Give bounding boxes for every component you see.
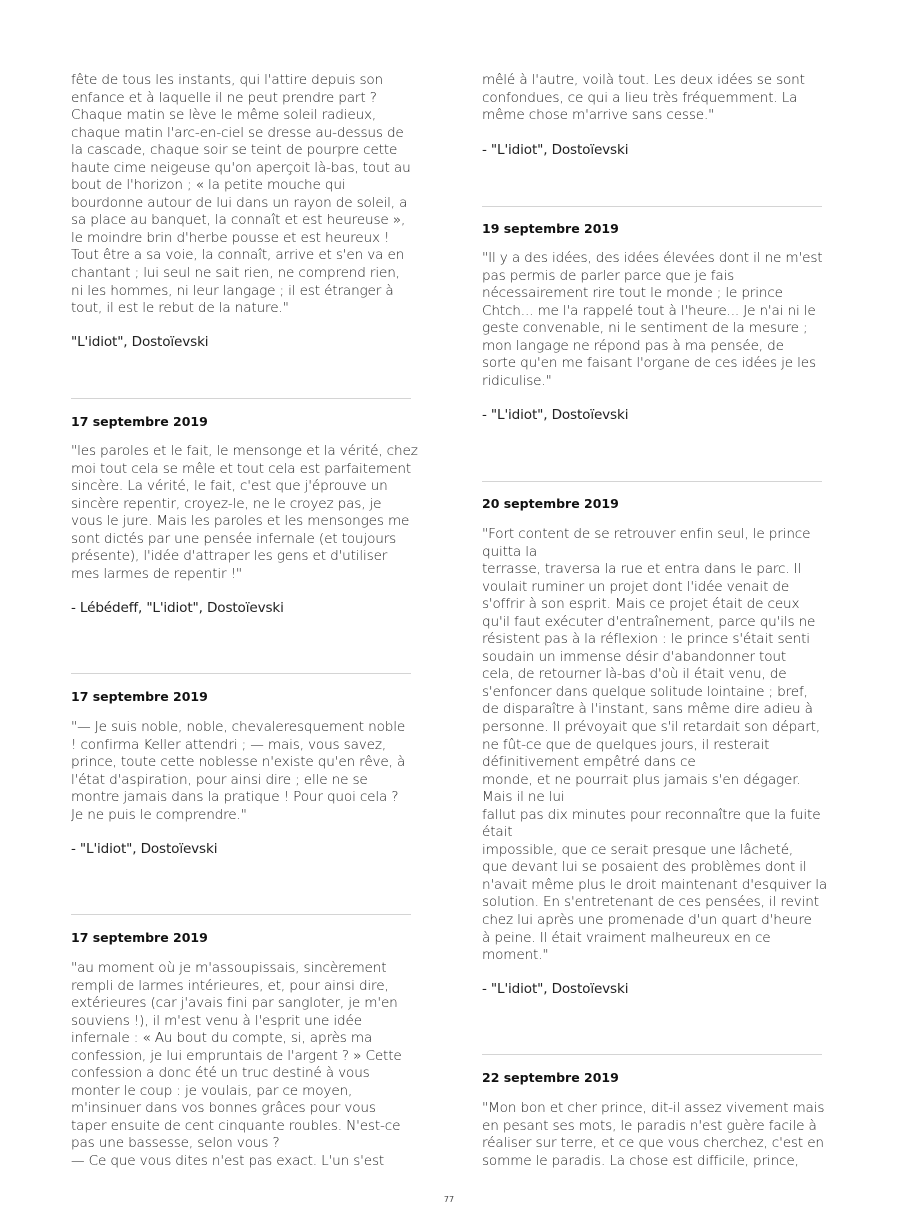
entry-divider <box>71 398 411 399</box>
quote-attribution: - Lébédeff, "L'idiot", Dostoïevski <box>71 600 284 616</box>
entry-date: 22 septembre 2019 <box>482 1070 619 1085</box>
entry-date: 20 septembre 2019 <box>482 496 619 511</box>
entry-date: 17 septembre 2019 <box>71 689 208 704</box>
entry-quote: "Mon bon et cher prince, dit-il assez vivement mais en pesant ses mots, le paradis n'est guère facile à réaliser sur terre, et ce que vous cherchez, c'est en somme le paradis. La chose est difficile, prince, <box>482 1100 825 1169</box>
quote-attribution: - "L'idiot", Dostoïevski <box>482 981 629 997</box>
entry-divider <box>482 481 822 482</box>
entry-quote: "les paroles et le fait, le mensonge et la vérité, chez moi tout cela se mêle et tout cela est parfaitement sincère. La vérité, le fait, c'est que j'éprouve un sincère repentir, croyez-le, ne le croyez pas, je vous le jure. Mais les paroles et les mensonges me sont dictés par une pensée infernale (et toujours présente), l'idée d'attraper les gens et d'utiliser mes larmes de repentir !" <box>71 443 418 582</box>
quote-attribution: - "L'idiot", Dostoïevski <box>482 407 629 423</box>
quote-attribution: - "L'idiot", Dostoïevski <box>71 841 218 857</box>
entry-quote: "— Je suis noble, noble, chevaleresquement noble ! confirma Keller attendri ; — mais, vous savez, prince, toute cette noblesse n'existe qu'en rêve, à l'état d'aspiration, pour ainsi dire ; elle ne se montre jamais dans la pratique ! Pour quoi cela ? Je ne puis le comprendre." <box>71 719 406 823</box>
continuation-quote: fête de tous les instants, qui l'attire depuis son enfance et à laquelle il ne peut prendre part ? Chaque matin se lève le même soleil radieux, chaque matin l'arc-en-ciel se dresse au-dessus de la cascade, chaque soir se teint de pourpre cette haute cime neigeuse qu'on aperçoit là-bas, tout au bout de l'horizon ; « la petite mouche qui bourdonne autour de lui dans un rayon de soleil, a sa place au banquet, la connaît et est heureuse », le moindre brin d'herbe pousse et est heureux ! Tout être a sa voie, la connaît, arrive et s'en va en chantant ; lui seul ne sait rien, ne comprend rien, ni les hommes, ni leur langage ; il est étranger à tout, il est le rebut de la nature." <box>71 72 411 317</box>
entry-date: 17 septembre 2019 <box>71 414 208 429</box>
entry-date: 19 septembre 2019 <box>482 221 619 236</box>
entry-divider <box>71 673 411 674</box>
entry-divider <box>482 1054 822 1055</box>
quote-attribution: - "L'idiot", Dostoïevski <box>482 142 629 158</box>
entry-divider <box>71 914 411 915</box>
entry-divider <box>482 206 822 207</box>
entry-date: 17 septembre 2019 <box>71 930 208 945</box>
page-number: 77 <box>443 1195 455 1204</box>
entry-quote: "Il y a des idées, des idées élevées dont il ne m'est pas permis de parler parce que je fais nécessairement rire tout le monde ; le prince Chtch... me l'a rappelé tout à l'heure... Je n'ai ni le geste convenable, ni le sentiment de la mesure ; mon langage ne répond pas à ma pensée, de sorte qu'en me faisant l'organe de ces idées je les ridiculise." <box>482 250 823 389</box>
entry-quote: "Fort content de se retrouver enfin seul, le prince quitta la terrasse, traversa la rue et entra dans le parc. Il voulait ruminer un projet dont l'idée venait de s'offrir à son esprit. Mais ce projet était de ceux qu'il faut exécuter d'entraînement, parce qu'ils ne résistent pas à la réflexion : le prince s'était senti soudain un immense désir d'abandonner tout cela, de retourner là-bas d'où il était venu, de s'enfoncer dans quelque solitude lointaine ; bref, de disparaître à l'instant, sans même dire adieu à personne. Il prévoyait que s'il retardait son départ, ne fût-ce que de quelques jours, il resterait définitivement empêtré dans ce monde, et ne pourrait plus jamais s'en dégager. Mais il ne lui fallut pas dix minutes pour reconnaître que la fuite était impossible, que ce serait presque une lâcheté, que devant lui se posaient des problèmes dont il n'avait même plus le droit maintenant d'esquiver la solution. En s'entretenant de ces pensées, il revint chez lui après une promenade d'un quart d'heure à peine. Il était vraiment malheureux en ce moment." <box>482 526 828 964</box>
quote-attribution: "L'idiot", Dostoïevski <box>71 334 209 350</box>
entry-quote: "au moment où je m'assoupissais, sincèrement rempli de larmes intérieures, et, pour ainsi dire, extérieures (car j'avais fini par sangloter, je m'en souviens !), il m'est venu à l'esprit une idée infernale : « Au bout du compte, si, après ma confession, je lui empruntais de l'argent ? » Cette confession a donc été un truc destiné à vous monter le coup : je voulais, par ce moyen, m'insinuer dans vos bonnes grâces pour vous taper ensuite de cent cinquante roubles. N'est-ce pas une bassesse, selon vous ? — Ce que vous dites n'est pas exact. L'un s'est <box>71 960 402 1170</box>
continuation-quote: mêlé à l'autre, voilà tout. Les deux idées se sont confondues, ce qui a lieu très fréquemment. La même chose m'arrive sans cesse." <box>482 72 805 124</box>
